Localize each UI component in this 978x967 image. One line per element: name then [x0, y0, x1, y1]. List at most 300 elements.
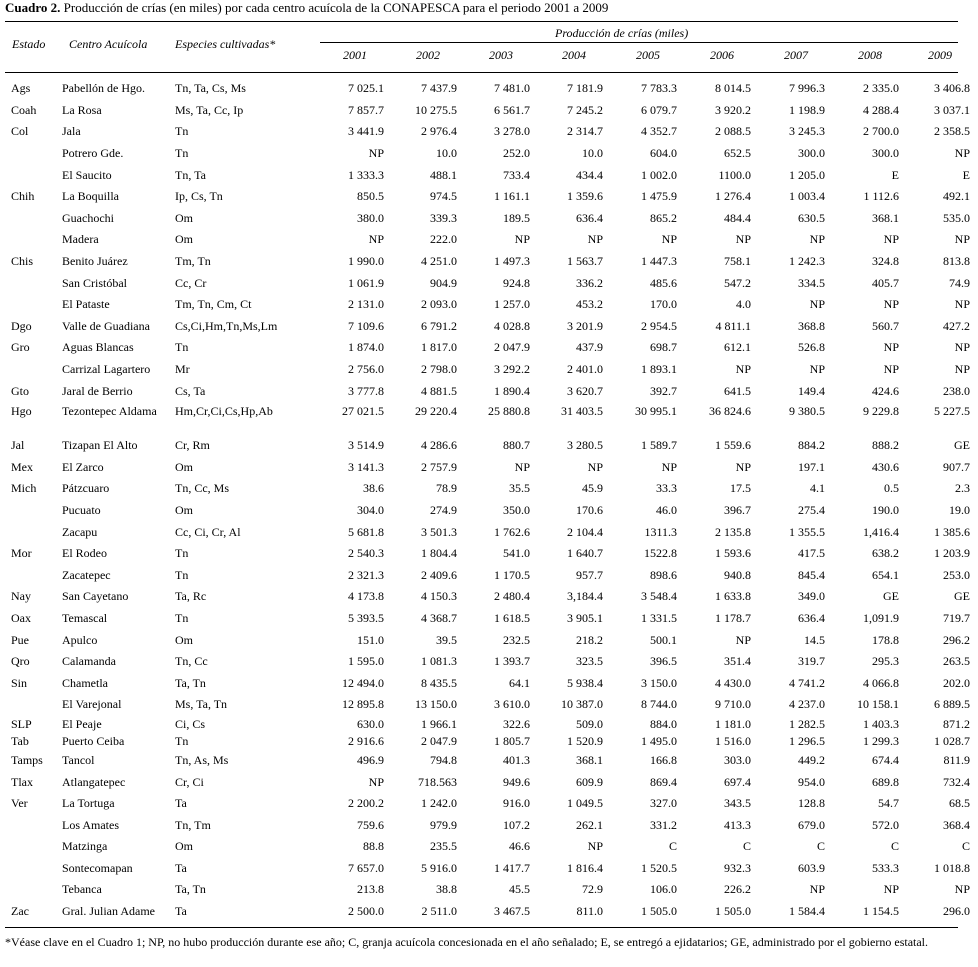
cell-value-2006: 1 593.6 [715, 546, 751, 561]
cell-value-2002: 8 435.5 [421, 675, 457, 690]
cell-value-2009: 1 203.9 [934, 546, 970, 561]
cell-estado [5, 164, 60, 186]
table-row [5, 294, 978, 316]
cell-value-2005: 865.2 [650, 210, 677, 225]
cell-especies: Ip, Cs, Tn [175, 189, 223, 204]
cell-value-2003: 916.0 [503, 796, 530, 811]
cell-value-2007: 275.4 [798, 502, 825, 517]
cell-value-2003: 107.2 [503, 817, 530, 832]
cell-value-2009: 3 037.1 [934, 102, 970, 117]
cell-value-2001: 496.9 [357, 752, 384, 767]
cell-estado: Nay [11, 589, 31, 604]
cell-value-2003: 25 880.8 [488, 403, 530, 418]
cell-value-2004: NP [587, 839, 603, 854]
cell-estado: Gto [11, 383, 29, 398]
cell-value-2003: 541.0 [503, 546, 530, 561]
cell-centro: Tebanca [62, 882, 102, 897]
header-year-2003: 2003 [489, 48, 513, 62]
cell-value-2007: 368.8 [798, 318, 825, 333]
cell-centro: Guachochi [62, 210, 114, 225]
cell-value-2004: 636.4 [576, 210, 603, 225]
cell-value-2009: 368.4 [943, 817, 970, 832]
cell-especies: Cs,Ci,Hm,Tn,Ms,Lm [175, 318, 278, 333]
cell-value-2007: C [816, 839, 825, 854]
cell-value-2008: 9 229.8 [863, 403, 899, 418]
cell-value-2003: 1 170.5 [494, 567, 530, 582]
cell-value-2001: NP [368, 146, 384, 161]
cell-value-2009: 492.1 [943, 189, 970, 204]
cell-value-2007: 449.2 [798, 752, 825, 767]
cell-especies: Om [175, 839, 193, 854]
cell-especies: Tn [175, 567, 189, 582]
cell-value-2008: NP [883, 232, 899, 247]
cell-centro: San Cristóbal [62, 275, 127, 290]
cell-especies: Tn [175, 340, 189, 355]
cell-value-2002: 78.9 [436, 481, 457, 496]
cell-value-2007: 845.4 [798, 567, 825, 582]
table-row [5, 478, 978, 500]
cell-estado: Oax [11, 610, 31, 625]
cell-value-2007: 128.8 [798, 796, 825, 811]
cell-value-2007: 149.4 [798, 383, 825, 398]
cell-value-2009: 811.9 [943, 752, 970, 767]
cell-value-2006: 697.4 [724, 774, 751, 789]
cell-value-2001: NP [368, 774, 384, 789]
cell-especies: Cs, Ta [175, 383, 206, 398]
cell-value-2006: 413.3 [724, 817, 751, 832]
cell-especies: Cr, Rm [175, 438, 210, 453]
cell-estado [5, 858, 60, 880]
cell-value-2002: 38.8 [436, 882, 457, 897]
cell-centro: Pucuato [62, 502, 101, 517]
cell-value-2008: 295.3 [872, 654, 899, 669]
cell-value-2005: 2 954.5 [641, 318, 677, 333]
table-row [5, 100, 978, 122]
cell-value-2003: 401.3 [503, 752, 530, 767]
cell-value-2001: 1 874.0 [348, 340, 384, 355]
table-row [5, 694, 978, 716]
cell-value-2006: 1 516.0 [715, 733, 751, 748]
cell-especies: Om [175, 232, 193, 247]
caption-label: Cuadro 2. [5, 0, 61, 15]
cell-estado: Jal [11, 438, 25, 453]
header-year-2008: 2008 [858, 48, 882, 62]
cell-centro: Puerto Ceiba [62, 733, 125, 748]
cell-value-2004: 3,184.4 [567, 589, 603, 604]
cell-value-2001: 2 916.6 [348, 733, 384, 748]
header-year-2004: 2004 [562, 48, 586, 62]
cell-value-2009: 732.4 [943, 774, 970, 789]
cell-especies: Cc, Cr [175, 275, 207, 290]
cell-centro: La Boquilla [62, 189, 119, 204]
cell-value-2003: 64.1 [509, 675, 530, 690]
header-year-2006: 2006 [710, 48, 734, 62]
cell-value-2006: NP [735, 232, 751, 247]
cell-value-2004: 7 245.2 [567, 102, 603, 117]
cell-value-2006: 547.2 [724, 275, 751, 290]
cell-value-2003: 4 028.8 [494, 318, 530, 333]
cell-value-2004: 170.6 [576, 502, 603, 517]
cell-value-2008: 1 403.3 [863, 716, 899, 731]
cell-value-2005: 166.8 [650, 752, 677, 767]
cell-especies: Hm,Cr,Ci,Cs,Hp,Ab [175, 403, 273, 418]
cell-value-2009: GE [954, 589, 970, 604]
cell-value-2002: 274.9 [430, 502, 457, 517]
cell-value-2007: NP [809, 297, 825, 312]
cell-value-2001: 759.6 [357, 817, 384, 832]
cell-value-2007: 197.1 [798, 459, 825, 474]
cell-value-2003: 880.7 [503, 438, 530, 453]
cell-value-2008: NP [883, 362, 899, 377]
cell-especies: Tn [175, 146, 189, 161]
cell-value-2003: 2 480.4 [494, 589, 530, 604]
table-body [5, 78, 978, 922]
cell-value-2008: 572.0 [872, 817, 899, 832]
cell-value-2004: 323.5 [576, 654, 603, 669]
cell-centro: Valle de Guadiana [62, 318, 150, 333]
cell-value-2009: NP [954, 297, 970, 312]
cell-value-2005: 106.0 [650, 882, 677, 897]
cell-value-2002: 2 976.4 [421, 124, 457, 139]
cell-value-2002: 794.8 [430, 752, 457, 767]
table-row [5, 672, 978, 694]
cell-value-2008: 674.4 [872, 752, 899, 767]
cell-value-2009: NP [954, 146, 970, 161]
cell-value-2003: 189.5 [503, 210, 530, 225]
cell-value-2004: 957.7 [576, 567, 603, 582]
cell-centro: Gral. Julian Adame [62, 904, 155, 919]
cell-value-2004: 3 280.5 [567, 438, 603, 453]
cell-value-2006: 2 135.8 [715, 524, 751, 539]
cell-value-2001: 2 756.0 [348, 362, 384, 377]
cell-value-2009: NP [954, 340, 970, 355]
cell-value-2003: 7 481.0 [494, 81, 530, 96]
table-row [5, 143, 978, 165]
cell-value-2002: 1 081.3 [421, 654, 457, 669]
cell-value-2001: 2 540.3 [348, 546, 384, 561]
cell-value-2001: 7 109.6 [348, 318, 384, 333]
cell-value-2004: 2 401.0 [567, 362, 603, 377]
cell-estado: Hgo [11, 403, 32, 418]
cell-value-2005: NP [661, 232, 677, 247]
cell-value-2008: 654.1 [872, 567, 899, 582]
production-subrule [320, 42, 958, 43]
cell-value-2003: 1 618.5 [494, 610, 530, 625]
cell-value-2002: 10.0 [436, 146, 457, 161]
cell-value-2003: 3 278.0 [494, 124, 530, 139]
cell-especies: Tm, Tn, Cm, Ct [175, 297, 252, 312]
cell-value-2004: 3 905.1 [567, 610, 603, 625]
cell-value-2008: 324.8 [872, 254, 899, 269]
cell-centro: El Varejonal [62, 697, 122, 712]
cell-especies: Tn, Cc, Ms [175, 481, 229, 496]
header-centro: Centro Acuícola [69, 37, 148, 51]
cell-value-2004: 1 640.7 [567, 546, 603, 561]
cell-value-2003: 1 805.7 [494, 733, 530, 748]
cell-value-2004: 72.9 [582, 882, 603, 897]
table-row [5, 814, 978, 836]
cell-especies: Tm, Tn [175, 254, 211, 269]
cell-value-2004: 3 620.7 [567, 383, 603, 398]
cell-value-2003: NP [514, 459, 530, 474]
cell-value-2005: 331.2 [650, 817, 677, 832]
cell-estado [5, 564, 60, 586]
cell-estado [5, 879, 60, 901]
cell-centro: Tancol [62, 752, 95, 767]
cell-value-2003: 1 497.3 [494, 254, 530, 269]
cell-estado [5, 294, 60, 316]
cell-value-2006: 351.4 [724, 654, 751, 669]
cell-centro: El Pataste [62, 297, 110, 312]
cell-value-2006: 9 710.0 [715, 697, 751, 712]
cell-value-2008: 689.8 [872, 774, 899, 789]
cell-value-2001: NP [368, 232, 384, 247]
cell-value-2006: 484.4 [724, 210, 751, 225]
cell-value-2005: 327.0 [650, 796, 677, 811]
cell-estado: Chis [11, 254, 34, 269]
cell-value-2004: 609.9 [576, 774, 603, 789]
cell-value-2002: 4 368.7 [421, 610, 457, 625]
cell-especies: Tn [175, 733, 189, 748]
cell-value-2005: 33.3 [656, 481, 677, 496]
cell-value-2009: E [962, 167, 970, 182]
cell-value-2008: 2 700.0 [863, 124, 899, 139]
table-row [5, 316, 978, 338]
cell-value-2005: 869.4 [650, 774, 677, 789]
table-row [5, 716, 978, 733]
cell-value-2006: 940.8 [724, 567, 751, 582]
cell-value-2008: 10 158.1 [857, 697, 899, 712]
cell-estado: Tamps [11, 752, 43, 767]
cell-value-2002: 10 275.5 [415, 102, 457, 117]
table-row [5, 229, 978, 251]
cell-estado: SLP [11, 716, 32, 731]
cell-value-2007: 14.5 [804, 632, 825, 647]
cell-value-2001: 12 494.0 [342, 675, 384, 690]
cell-value-2005: 1 331.5 [641, 610, 677, 625]
cell-value-2009: 907.7 [943, 459, 970, 474]
cell-value-2004: 1 049.5 [567, 796, 603, 811]
cell-especies: Tn, Ta [175, 167, 206, 182]
cell-value-2008: 368.1 [872, 210, 899, 225]
cell-centro: El Saucito [62, 167, 112, 182]
cell-value-2005: 7 783.3 [641, 81, 677, 96]
cell-value-2001: 4 173.8 [348, 589, 384, 604]
cell-estado: Coah [11, 102, 37, 117]
cell-value-2008: 4 066.8 [863, 675, 899, 690]
header-year-2002: 2002 [416, 48, 440, 62]
cell-value-2008: 638.2 [872, 546, 899, 561]
cell-value-2001: 1 333.3 [348, 167, 384, 182]
cell-value-2004: 31 403.5 [561, 403, 603, 418]
cell-value-2005: 1 002.0 [641, 167, 677, 182]
cell-value-2001: 3 777.8 [348, 383, 384, 398]
cell-value-2003: 35.5 [509, 481, 530, 496]
cell-estado: Tlax [11, 774, 33, 789]
cell-value-2002: 3 501.3 [421, 524, 457, 539]
header-especies: Especies cultivadas* [175, 37, 276, 51]
cell-value-2006: 612.1 [724, 340, 751, 355]
cell-value-2005: 3 150.0 [641, 675, 677, 690]
cell-centro: Chametla [62, 675, 108, 690]
cell-value-2007: 603.9 [798, 860, 825, 875]
cell-value-2001: 1 990.0 [348, 254, 384, 269]
cell-estado: Mich [11, 481, 37, 496]
cell-value-2006: 1 181.0 [715, 716, 751, 731]
cell-centro: Zacapu [62, 524, 98, 539]
cell-value-2006: 758.1 [724, 254, 751, 269]
cell-especies: Ta [175, 860, 187, 875]
cell-value-2006: 8 014.5 [715, 81, 751, 96]
cell-value-2001: 151.0 [357, 632, 384, 647]
cell-especies: Mr [175, 362, 190, 377]
cell-value-2001: 5 393.5 [348, 610, 384, 625]
table-row [5, 500, 978, 522]
cell-centro: La Tortuga [62, 796, 115, 811]
cell-value-2005: 698.7 [650, 340, 677, 355]
cell-estado [5, 229, 60, 251]
cell-centro: Madera [62, 232, 99, 247]
cell-value-2001: 7 025.1 [348, 81, 384, 96]
cell-estado: Mex [11, 459, 33, 474]
table-row [5, 771, 978, 793]
cell-value-2009: 2.3 [955, 481, 970, 496]
cell-value-2005: 396.5 [650, 654, 677, 669]
cell-value-2001: 2 321.3 [348, 567, 384, 582]
table-row [5, 186, 978, 208]
cell-value-2005: 604.0 [650, 146, 677, 161]
cell-value-2001: 12 895.8 [342, 697, 384, 712]
cell-value-2007: 1 355.5 [789, 524, 825, 539]
cell-value-2003: 1 417.7 [494, 860, 530, 875]
cell-value-2008: 1 299.3 [863, 733, 899, 748]
cell-centro: Tizapan El Alto [62, 438, 138, 453]
cell-value-2001: 304.0 [357, 502, 384, 517]
cell-value-2006: C [742, 839, 751, 854]
cell-value-2006: 4 430.0 [715, 675, 751, 690]
table-row [5, 121, 978, 143]
cell-value-2009: GE [954, 438, 970, 453]
header-estado: Estado [12, 37, 46, 51]
cell-value-2007: 4 237.0 [789, 697, 825, 712]
cell-value-2003: 1 257.0 [494, 297, 530, 312]
cell-value-2004: 7 181.9 [567, 81, 603, 96]
cell-value-2004: 437.9 [576, 340, 603, 355]
cell-value-2009: 68.5 [949, 796, 970, 811]
cell-value-2007: 1 205.0 [789, 167, 825, 182]
cell-estado [5, 208, 60, 230]
cell-value-2006: 343.5 [724, 796, 751, 811]
cell-especies: Tn, As, Ms [175, 752, 229, 767]
cell-value-2009: 5 227.5 [934, 403, 970, 418]
cell-value-2002: 339.3 [430, 210, 457, 225]
cell-value-2004: 1 520.9 [567, 733, 603, 748]
cell-value-2006: 652.5 [724, 146, 751, 161]
cell-value-2004: 10.0 [582, 146, 603, 161]
cell-value-2009: 296.2 [943, 632, 970, 647]
cell-estado [5, 836, 60, 858]
cell-value-2004: 509.0 [576, 716, 603, 731]
cell-centro: Calamanda [62, 654, 116, 669]
cell-value-2008: NP [883, 882, 899, 897]
cell-value-2007: 679.0 [798, 817, 825, 832]
cell-value-2002: 13 150.0 [415, 697, 457, 712]
cell-value-2009: 202.0 [943, 675, 970, 690]
cell-value-2005: 3 548.4 [641, 589, 677, 604]
cell-value-2002: 2 798.0 [421, 362, 457, 377]
caption-text: Producción de crías (en miles) por cada centro acuícola de la CONAPESCA para el periodo 2001 a 2009 [63, 0, 609, 15]
cell-value-2004: 3 201.9 [567, 318, 603, 333]
cell-especies: Ta [175, 796, 187, 811]
cell-value-2008: 424.6 [872, 383, 899, 398]
cell-value-2005: 1 495.0 [641, 733, 677, 748]
cell-value-2004: NP [587, 459, 603, 474]
cell-especies: Om [175, 459, 193, 474]
cell-especies: Cr, Ci [175, 774, 204, 789]
cell-value-2005: 46.0 [656, 502, 677, 517]
cell-value-2008: 300.0 [872, 146, 899, 161]
table-row [5, 435, 978, 457]
cell-value-2007: 300.0 [798, 146, 825, 161]
cell-value-2001: 7 857.7 [348, 102, 384, 117]
cell-value-2005: NP [661, 459, 677, 474]
cell-value-2003: 1 161.1 [494, 189, 530, 204]
cell-centro: Jala [62, 124, 81, 139]
top-rule [5, 21, 958, 22]
table-row [5, 251, 978, 273]
cell-value-2007: 349.0 [798, 589, 825, 604]
cell-centro: Aguas Blancas [62, 340, 134, 355]
cell-value-2002: 979.9 [430, 817, 457, 832]
cell-value-2009: 6 889.5 [934, 697, 970, 712]
cell-centro: Pátzcuaro [62, 481, 110, 496]
cell-centro: Tezontepec Aldama [62, 403, 157, 418]
table-row [5, 337, 978, 359]
footnote: *Véase clave en el Cuadro 1; NP, no hubo producción durante ese año; C, granja acuícola concesionada en el año señalado; E, se entregó a ejidatarios; GE, administrado por el gobierno estatal. [5, 935, 929, 949]
cell-value-2005: 1311.3 [644, 524, 677, 539]
cell-value-2006: 3 920.2 [715, 102, 751, 117]
cell-value-2001: 630.0 [357, 716, 384, 731]
table-row [5, 901, 978, 923]
cell-value-2003: 924.8 [503, 275, 530, 290]
cell-value-2006: 226.2 [724, 882, 751, 897]
cell-especies: Tn [175, 124, 189, 139]
cell-value-2003: 949.6 [503, 774, 530, 789]
cell-value-2007: NP [809, 232, 825, 247]
cell-estado [5, 359, 60, 381]
cell-value-2002: 2 093.0 [421, 297, 457, 312]
cell-value-2008: 533.3 [872, 860, 899, 875]
cell-value-2005: 898.6 [650, 567, 677, 582]
cell-value-2001: 1 595.0 [348, 654, 384, 669]
table-row [5, 564, 978, 586]
cell-value-2008: NP [883, 297, 899, 312]
table-row [5, 380, 978, 402]
table-row [5, 359, 978, 381]
cell-value-2004: 368.1 [576, 752, 603, 767]
cell-especies: Ms, Ta, Tn [175, 697, 228, 712]
cell-especies: Om [175, 210, 193, 225]
table-row [5, 402, 978, 435]
cell-value-2007: 636.4 [798, 610, 825, 625]
cell-estado: Sin [11, 675, 28, 690]
cell-value-2006: 1 505.0 [715, 904, 751, 919]
cell-value-2002: 974.5 [430, 189, 457, 204]
cell-value-2005: 884.0 [650, 716, 677, 731]
cell-value-2008: C [890, 839, 899, 854]
cell-value-2009: 253.0 [943, 567, 970, 582]
cell-value-2004: 336.2 [576, 275, 603, 290]
